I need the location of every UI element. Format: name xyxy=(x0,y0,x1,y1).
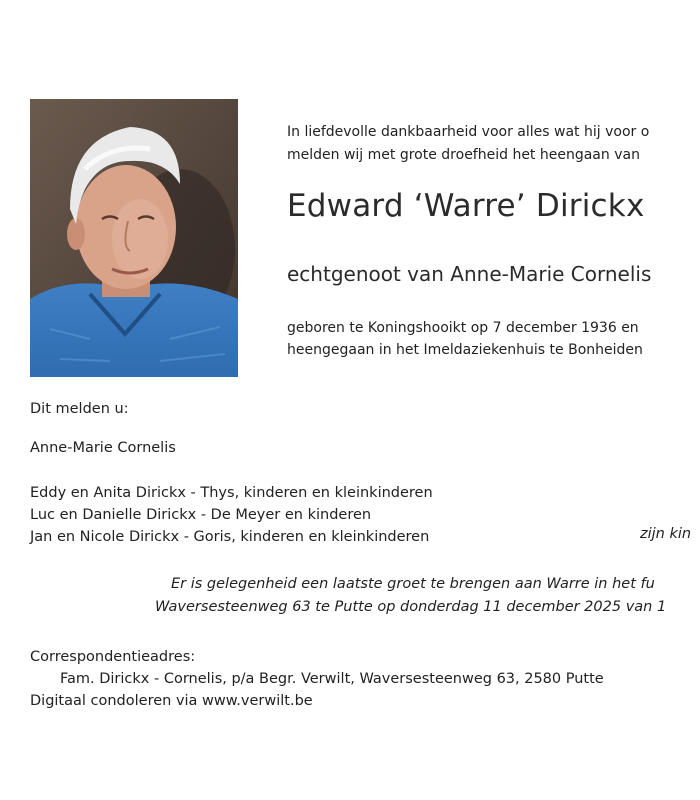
spouse-name: Anne-Marie Cornelis xyxy=(30,440,176,456)
family-line-3: Jan en Nicole Dirickx - Goris, kinderen en kleinkinderen xyxy=(30,529,430,545)
family-note: zijn kin xyxy=(640,526,692,542)
condolence-line: Digitaal condoleren via www.verwilt.be xyxy=(30,693,313,709)
portrait-illustration xyxy=(30,99,238,377)
visitation-line-2: Waversesteenweg 63 te Putte op donderdag 11 december 2025 van 1 xyxy=(155,599,667,615)
visitation-notice xyxy=(155,573,700,619)
dates-text xyxy=(287,317,643,361)
family-line-1: Eddy en Anita Dirickx - Thys, kinderen en kleinkinderen xyxy=(30,485,433,501)
spouse-line: echtgenoot van Anne-Marie Cornelis xyxy=(287,262,652,286)
family-list xyxy=(30,482,433,548)
announced-by-label: Dit melden u: xyxy=(30,401,129,417)
intro-line-1: In liefdevolle dankbaarheid voor alles wat hij voor o xyxy=(287,124,650,140)
death-line: heengegaan in het Imeldaziekenhuis te Bonheiden xyxy=(287,342,643,358)
visitation-line-1: Er is gelegenheid een laatste groet te brengen aan Warre in het fu xyxy=(171,576,655,592)
intro-text xyxy=(287,121,700,167)
birth-line: geboren te Koningshooikt op 7 december 1936 en xyxy=(287,320,639,336)
portrait-photo xyxy=(30,99,238,377)
deceased-name: Edward ‘Warre’ Dirickx xyxy=(287,188,645,224)
correspondence-address: Fam. Dirickx - Cornelis, p/a Begr. Verwilt, Waversesteenweg 63, 2580 Putte xyxy=(60,671,604,687)
family-line-2: Luc en Danielle Dirickx - De Meyer en kinderen xyxy=(30,507,372,523)
correspondence-label: Correspondentieadres: xyxy=(30,649,196,665)
intro-line-2: melden wij met grote droefheid het heengaan van xyxy=(287,147,640,163)
correspondence-block xyxy=(30,646,604,712)
